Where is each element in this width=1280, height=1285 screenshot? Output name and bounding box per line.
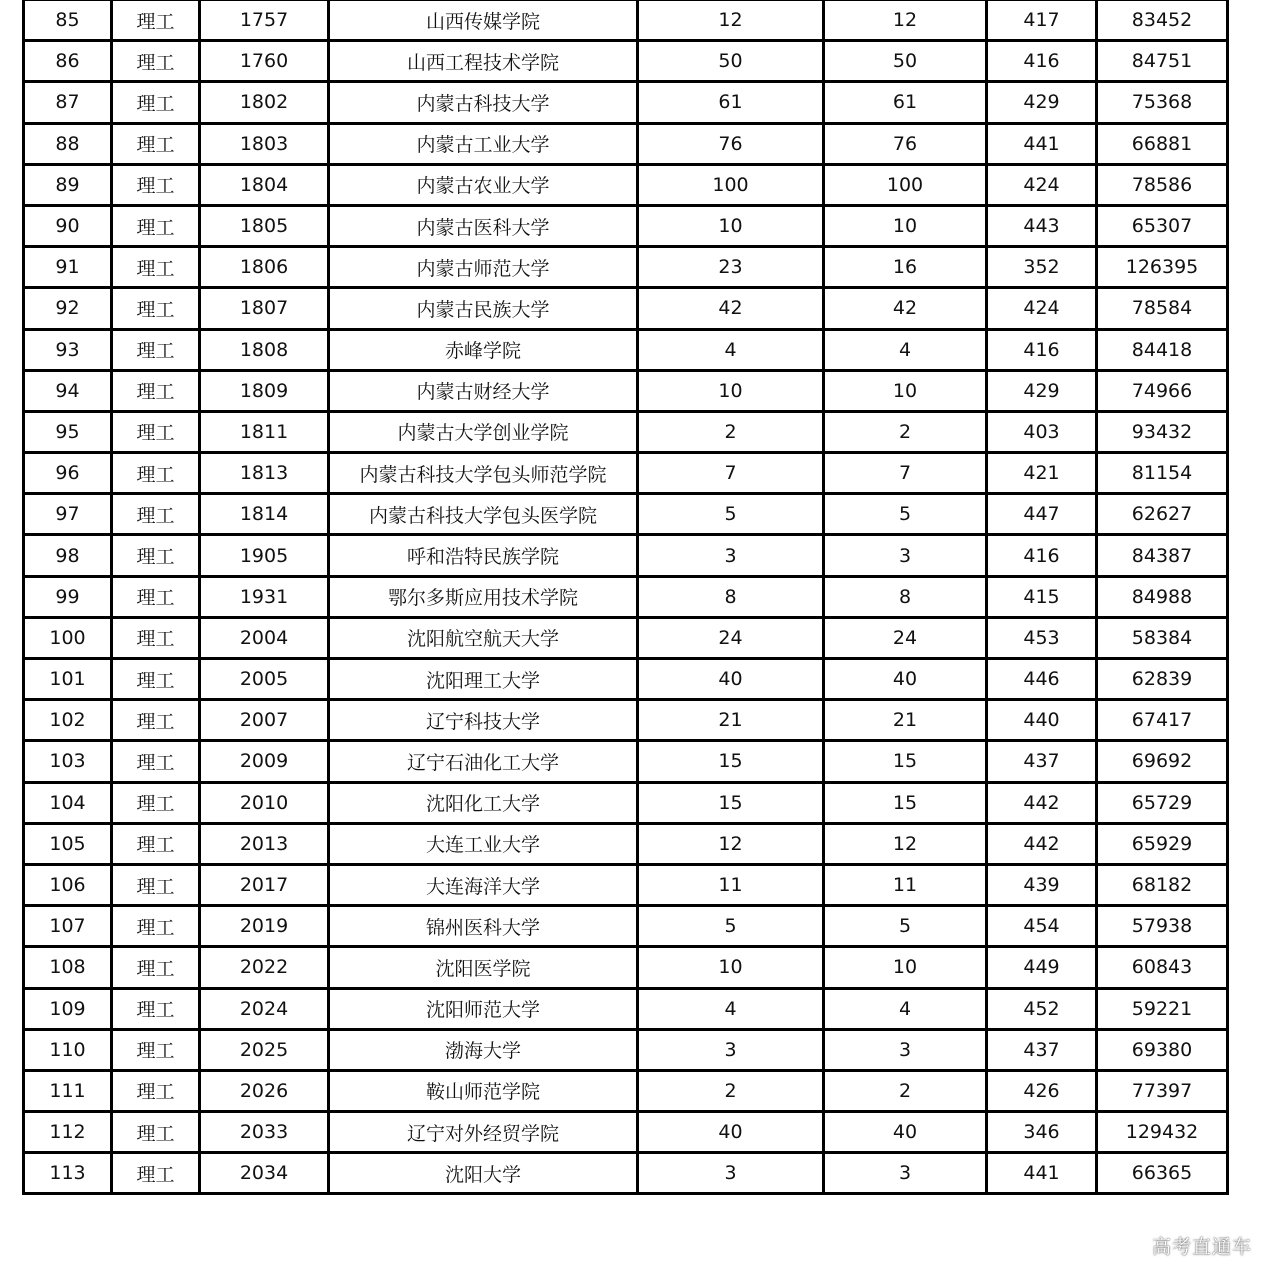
plan-count-cell: 24 (638, 617, 824, 658)
plan-count-cell: 23 (638, 247, 824, 288)
admitted-count-cell: 8 (824, 576, 987, 617)
admitted-count-cell: 10 (824, 947, 987, 988)
admission-table (22, 0, 1229, 1195)
min-score-cell: 439 (987, 864, 1097, 905)
row-number-cell: 103 (24, 741, 112, 782)
school-code-cell: 2017 (200, 864, 329, 905)
plan-count-cell: 11 (638, 864, 824, 905)
school-name-cell: 沈阳航空航天大学 (329, 617, 638, 658)
category-cell: 理工 (112, 453, 200, 494)
row-number-cell: 113 (24, 1153, 112, 1194)
school-code-cell: 2007 (200, 700, 329, 741)
admitted-count-cell: 15 (824, 741, 987, 782)
min-rank-cell: 69380 (1097, 1029, 1228, 1070)
category-cell: 理工 (112, 247, 200, 288)
table-row (24, 947, 1228, 988)
admitted-count-cell: 100 (824, 164, 987, 205)
category-cell: 理工 (112, 1029, 200, 1070)
table-row (24, 864, 1228, 905)
min-rank-cell: 78586 (1097, 164, 1228, 205)
category-cell: 理工 (112, 741, 200, 782)
category-cell: 理工 (112, 494, 200, 535)
min-rank-cell: 129432 (1097, 1112, 1228, 1153)
plan-count-cell: 3 (638, 1029, 824, 1070)
school-code-cell: 2005 (200, 659, 329, 700)
admitted-count-cell: 40 (824, 659, 987, 700)
admitted-count-cell: 10 (824, 370, 987, 411)
plan-count-cell: 3 (638, 1153, 824, 1194)
min-rank-cell: 69692 (1097, 741, 1228, 782)
school-code-cell: 1804 (200, 164, 329, 205)
admitted-count-cell: 16 (824, 247, 987, 288)
plan-count-cell: 12 (638, 0, 824, 41)
row-number-cell: 99 (24, 576, 112, 617)
min-score-cell: 441 (987, 123, 1097, 164)
school-name-cell: 内蒙古科技大学包头师范学院 (329, 453, 638, 494)
category-cell: 理工 (112, 164, 200, 205)
admitted-count-cell: 12 (824, 823, 987, 864)
row-number-cell: 100 (24, 617, 112, 658)
admitted-count-cell: 61 (824, 82, 987, 123)
admitted-count-cell: 50 (824, 41, 987, 82)
category-cell: 理工 (112, 41, 200, 82)
min-rank-cell: 62627 (1097, 494, 1228, 535)
min-score-cell: 437 (987, 741, 1097, 782)
school-name-cell: 辽宁科技大学 (329, 700, 638, 741)
min-score-cell: 416 (987, 535, 1097, 576)
category-cell: 理工 (112, 617, 200, 658)
table-row (24, 288, 1228, 329)
school-name-cell: 大连海洋大学 (329, 864, 638, 905)
admitted-count-cell: 2 (824, 411, 987, 452)
min-score-cell: 417 (987, 0, 1097, 41)
admitted-count-cell: 5 (824, 906, 987, 947)
row-number-cell: 112 (24, 1112, 112, 1153)
row-number-cell: 89 (24, 164, 112, 205)
row-number-cell: 102 (24, 700, 112, 741)
school-code-cell: 2034 (200, 1153, 329, 1194)
admitted-count-cell: 40 (824, 1112, 987, 1153)
school-name-cell: 内蒙古财经大学 (329, 370, 638, 411)
min-rank-cell: 93432 (1097, 411, 1228, 452)
min-score-cell: 440 (987, 700, 1097, 741)
school-name-cell: 大连工业大学 (329, 823, 638, 864)
table-row (24, 41, 1228, 82)
min-score-cell: 437 (987, 1029, 1097, 1070)
row-number-cell: 109 (24, 988, 112, 1029)
category-cell: 理工 (112, 659, 200, 700)
school-name-cell: 沈阳医学院 (329, 947, 638, 988)
table-row (24, 700, 1228, 741)
plan-count-cell: 100 (638, 164, 824, 205)
min-rank-cell: 68182 (1097, 864, 1228, 905)
category-cell: 理工 (112, 1112, 200, 1153)
category-cell: 理工 (112, 123, 200, 164)
school-name-cell: 赤峰学院 (329, 329, 638, 370)
min-rank-cell: 74966 (1097, 370, 1228, 411)
plan-count-cell: 40 (638, 659, 824, 700)
plan-count-cell: 42 (638, 288, 824, 329)
plan-count-cell: 10 (638, 947, 824, 988)
school-code-cell: 2010 (200, 782, 329, 823)
min-rank-cell: 59221 (1097, 988, 1228, 1029)
category-cell: 理工 (112, 576, 200, 617)
plan-count-cell: 4 (638, 329, 824, 370)
admitted-count-cell: 24 (824, 617, 987, 658)
min-rank-cell: 126395 (1097, 247, 1228, 288)
min-score-cell: 416 (987, 329, 1097, 370)
admitted-count-cell: 2 (824, 1070, 987, 1111)
school-name-cell: 内蒙古农业大学 (329, 164, 638, 205)
min-rank-cell: 84387 (1097, 535, 1228, 576)
plan-count-cell: 2 (638, 411, 824, 452)
table-row (24, 205, 1228, 246)
row-number-cell: 93 (24, 329, 112, 370)
min-score-cell: 453 (987, 617, 1097, 658)
table-row (24, 741, 1228, 782)
category-cell: 理工 (112, 370, 200, 411)
row-number-cell: 94 (24, 370, 112, 411)
row-number-cell: 105 (24, 823, 112, 864)
category-cell: 理工 (112, 947, 200, 988)
row-number-cell: 101 (24, 659, 112, 700)
plan-count-cell: 40 (638, 1112, 824, 1153)
admitted-count-cell: 21 (824, 700, 987, 741)
row-number-cell: 106 (24, 864, 112, 905)
table-row (24, 617, 1228, 658)
category-cell: 理工 (112, 864, 200, 905)
row-number-cell: 97 (24, 494, 112, 535)
school-name-cell: 沈阳大学 (329, 1153, 638, 1194)
category-cell: 理工 (112, 700, 200, 741)
table-row (24, 247, 1228, 288)
min-score-cell: 447 (987, 494, 1097, 535)
min-score-cell: 346 (987, 1112, 1097, 1153)
school-name-cell: 鞍山师范学院 (329, 1070, 638, 1111)
min-rank-cell: 83452 (1097, 0, 1228, 41)
school-code-cell: 1808 (200, 329, 329, 370)
school-code-cell: 1806 (200, 247, 329, 288)
category-cell: 理工 (112, 288, 200, 329)
school-name-cell: 沈阳化工大学 (329, 782, 638, 823)
school-name-cell: 内蒙古师范大学 (329, 247, 638, 288)
min-score-cell: 426 (987, 1070, 1097, 1111)
category-cell: 理工 (112, 205, 200, 246)
category-cell: 理工 (112, 329, 200, 370)
school-code-cell: 1760 (200, 41, 329, 82)
plan-count-cell: 2 (638, 1070, 824, 1111)
min-score-cell: 424 (987, 288, 1097, 329)
min-rank-cell: 65929 (1097, 823, 1228, 864)
table-row (24, 123, 1228, 164)
min-score-cell: 454 (987, 906, 1097, 947)
school-code-cell: 1803 (200, 123, 329, 164)
row-number-cell: 86 (24, 41, 112, 82)
min-rank-cell: 84751 (1097, 41, 1228, 82)
category-cell: 理工 (112, 906, 200, 947)
school-code-cell: 1807 (200, 288, 329, 329)
school-name-cell: 内蒙古大学创业学院 (329, 411, 638, 452)
plan-count-cell: 10 (638, 370, 824, 411)
admitted-count-cell: 42 (824, 288, 987, 329)
row-number-cell: 111 (24, 1070, 112, 1111)
category-cell: 理工 (112, 823, 200, 864)
school-name-cell: 内蒙古医科大学 (329, 205, 638, 246)
admitted-count-cell: 12 (824, 0, 987, 41)
min-rank-cell: 84988 (1097, 576, 1228, 617)
plan-count-cell: 7 (638, 453, 824, 494)
category-cell: 理工 (112, 411, 200, 452)
table-row (24, 411, 1228, 452)
min-rank-cell: 60843 (1097, 947, 1228, 988)
row-number-cell: 85 (24, 0, 112, 41)
table-row (24, 0, 1228, 41)
table-row (24, 1029, 1228, 1070)
admitted-count-cell: 10 (824, 205, 987, 246)
row-number-cell: 88 (24, 123, 112, 164)
category-cell: 理工 (112, 1070, 200, 1111)
min-rank-cell: 65729 (1097, 782, 1228, 823)
admitted-count-cell: 4 (824, 329, 987, 370)
school-code-cell: 2033 (200, 1112, 329, 1153)
table-row (24, 1070, 1228, 1111)
school-name-cell: 山西工程技术学院 (329, 41, 638, 82)
min-rank-cell: 67417 (1097, 700, 1228, 741)
table-body (24, 0, 1228, 1194)
plan-count-cell: 5 (638, 494, 824, 535)
school-name-cell: 锦州医科大学 (329, 906, 638, 947)
school-code-cell: 2026 (200, 1070, 329, 1111)
admitted-count-cell: 7 (824, 453, 987, 494)
table-row (24, 494, 1228, 535)
row-number-cell: 98 (24, 535, 112, 576)
plan-count-cell: 50 (638, 41, 824, 82)
plan-count-cell: 5 (638, 906, 824, 947)
min-rank-cell: 77397 (1097, 1070, 1228, 1111)
row-number-cell: 108 (24, 947, 112, 988)
watermark-text: 高考直通车 (1151, 1236, 1252, 1258)
admitted-count-cell: 3 (824, 1153, 987, 1194)
table-row (24, 82, 1228, 123)
min-rank-cell: 57938 (1097, 906, 1228, 947)
table-row (24, 823, 1228, 864)
row-number-cell: 95 (24, 411, 112, 452)
plan-count-cell: 15 (638, 782, 824, 823)
row-number-cell: 91 (24, 247, 112, 288)
admitted-count-cell: 3 (824, 1029, 987, 1070)
min-score-cell: 442 (987, 782, 1097, 823)
plan-count-cell: 76 (638, 123, 824, 164)
category-cell: 理工 (112, 0, 200, 41)
admitted-count-cell: 11 (824, 864, 987, 905)
min-rank-cell: 65307 (1097, 205, 1228, 246)
plan-count-cell: 12 (638, 823, 824, 864)
admitted-count-cell: 3 (824, 535, 987, 576)
table-row (24, 659, 1228, 700)
min-rank-cell: 66881 (1097, 123, 1228, 164)
plan-count-cell: 3 (638, 535, 824, 576)
school-code-cell: 1813 (200, 453, 329, 494)
school-code-cell: 2022 (200, 947, 329, 988)
school-name-cell: 呼和浩特民族学院 (329, 535, 638, 576)
admitted-count-cell: 15 (824, 782, 987, 823)
admitted-count-cell: 4 (824, 988, 987, 1029)
school-code-cell: 1931 (200, 576, 329, 617)
school-name-cell: 内蒙古科技大学 (329, 82, 638, 123)
category-cell: 理工 (112, 1153, 200, 1194)
min-score-cell: 403 (987, 411, 1097, 452)
school-code-cell: 1905 (200, 535, 329, 576)
table-row (24, 1153, 1228, 1194)
min-rank-cell: 78584 (1097, 288, 1228, 329)
min-rank-cell: 62839 (1097, 659, 1228, 700)
school-name-cell: 渤海大学 (329, 1029, 638, 1070)
min-score-cell: 421 (987, 453, 1097, 494)
row-number-cell: 110 (24, 1029, 112, 1070)
min-rank-cell: 66365 (1097, 1153, 1228, 1194)
school-code-cell: 1809 (200, 370, 329, 411)
school-code-cell: 2019 (200, 906, 329, 947)
school-code-cell: 1814 (200, 494, 329, 535)
plan-count-cell: 8 (638, 576, 824, 617)
admitted-count-cell: 5 (824, 494, 987, 535)
min-score-cell: 429 (987, 82, 1097, 123)
category-cell: 理工 (112, 988, 200, 1029)
plan-count-cell: 15 (638, 741, 824, 782)
table-row (24, 370, 1228, 411)
school-code-cell: 1802 (200, 82, 329, 123)
school-name-cell: 沈阳理工大学 (329, 659, 638, 700)
school-name-cell: 辽宁石油化工大学 (329, 741, 638, 782)
school-code-cell: 2024 (200, 988, 329, 1029)
min-rank-cell: 84418 (1097, 329, 1228, 370)
row-number-cell: 90 (24, 205, 112, 246)
school-code-cell: 2025 (200, 1029, 329, 1070)
min-score-cell: 429 (987, 370, 1097, 411)
school-name-cell: 内蒙古民族大学 (329, 288, 638, 329)
min-score-cell: 452 (987, 988, 1097, 1029)
school-code-cell: 2004 (200, 617, 329, 658)
table-row (24, 906, 1228, 947)
row-number-cell: 87 (24, 82, 112, 123)
table-row (24, 164, 1228, 205)
school-name-cell: 内蒙古科技大学包头医学院 (329, 494, 638, 535)
school-code-cell: 1811 (200, 411, 329, 452)
school-name-cell: 内蒙古工业大学 (329, 123, 638, 164)
category-cell: 理工 (112, 782, 200, 823)
school-code-cell: 1757 (200, 0, 329, 41)
table-row (24, 782, 1228, 823)
row-number-cell: 104 (24, 782, 112, 823)
plan-count-cell: 10 (638, 205, 824, 246)
table-row (24, 453, 1228, 494)
min-score-cell: 416 (987, 41, 1097, 82)
row-number-cell: 107 (24, 906, 112, 947)
plan-count-cell: 61 (638, 82, 824, 123)
min-rank-cell: 81154 (1097, 453, 1228, 494)
school-name-cell: 沈阳师范大学 (329, 988, 638, 1029)
min-score-cell: 446 (987, 659, 1097, 700)
table-row (24, 329, 1228, 370)
row-number-cell: 96 (24, 453, 112, 494)
table-row (24, 1112, 1228, 1153)
min-score-cell: 415 (987, 576, 1097, 617)
admission-table-container (22, 0, 1226, 1195)
school-name-cell: 山西传媒学院 (329, 0, 638, 41)
table-row (24, 576, 1228, 617)
row-number-cell: 92 (24, 288, 112, 329)
min-score-cell: 443 (987, 205, 1097, 246)
admitted-count-cell: 76 (824, 123, 987, 164)
min-score-cell: 441 (987, 1153, 1097, 1194)
table-row (24, 535, 1228, 576)
school-name-cell: 鄂尔多斯应用技术学院 (329, 576, 638, 617)
plan-count-cell: 4 (638, 988, 824, 1029)
min-rank-cell: 58384 (1097, 617, 1228, 658)
table-row (24, 988, 1228, 1029)
school-code-cell: 1805 (200, 205, 329, 246)
category-cell: 理工 (112, 82, 200, 123)
min-rank-cell: 75368 (1097, 82, 1228, 123)
min-score-cell: 424 (987, 164, 1097, 205)
school-code-cell: 2009 (200, 741, 329, 782)
school-code-cell: 2013 (200, 823, 329, 864)
min-score-cell: 442 (987, 823, 1097, 864)
plan-count-cell: 21 (638, 700, 824, 741)
school-name-cell: 辽宁对外经贸学院 (329, 1112, 638, 1153)
min-score-cell: 449 (987, 947, 1097, 988)
min-score-cell: 352 (987, 247, 1097, 288)
category-cell: 理工 (112, 535, 200, 576)
